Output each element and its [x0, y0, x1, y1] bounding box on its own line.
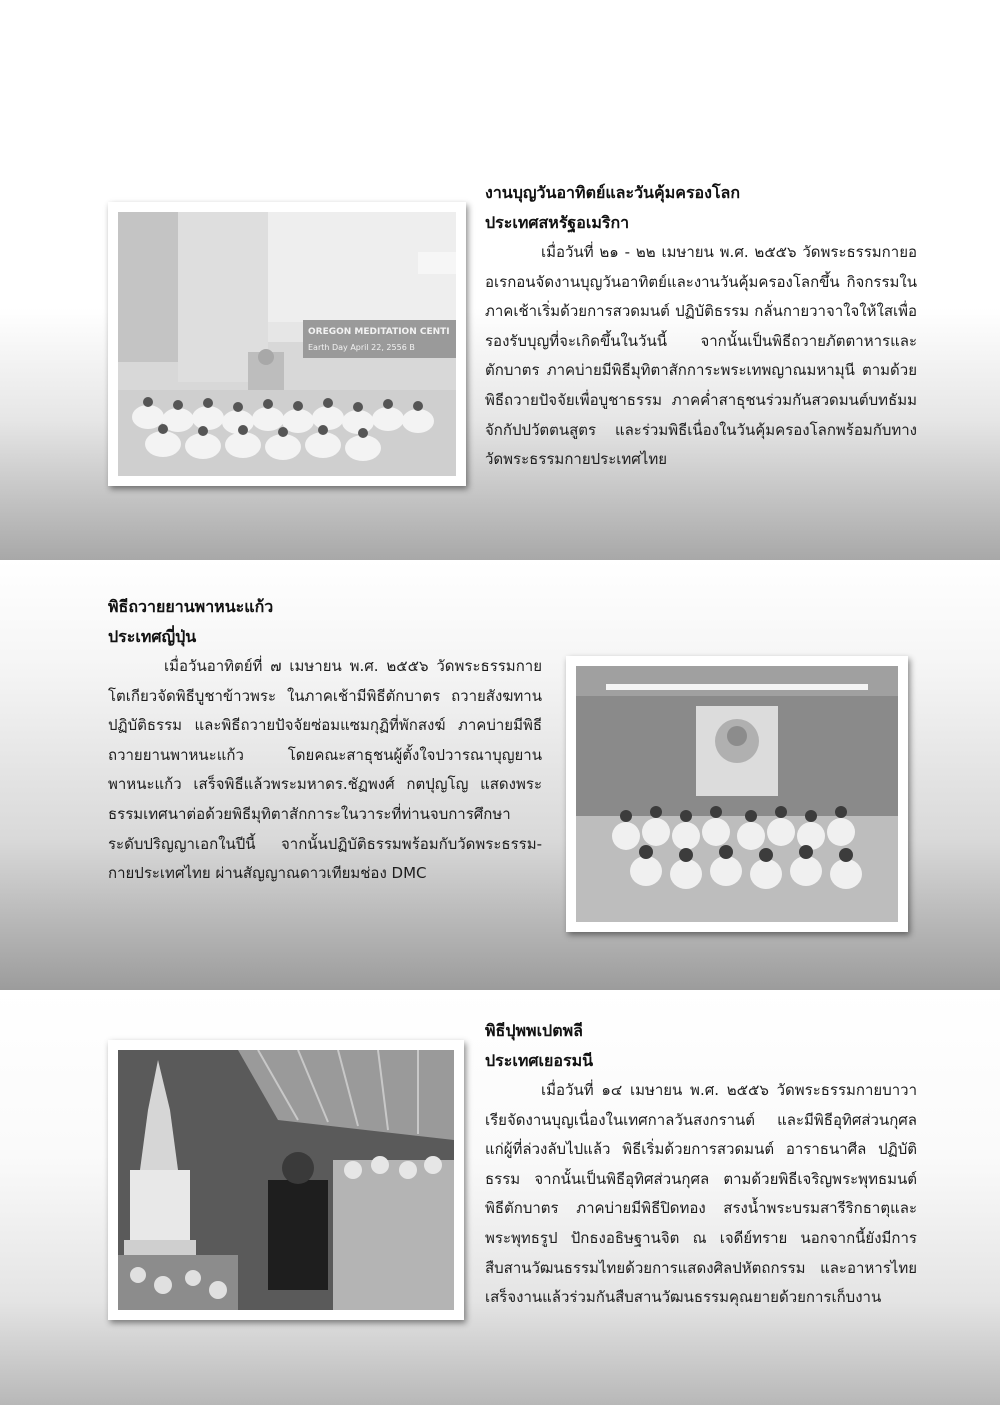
- banner-line-2: Earth Day April 22, 2556 B: [308, 343, 415, 352]
- photo-bavaria-ceremony: [108, 1040, 464, 1320]
- article-germany: [485, 1016, 917, 1313]
- article-japan: [108, 592, 542, 889]
- photo-tokyo-ceremony: [566, 656, 908, 932]
- photo-oregon-earth-day: [108, 202, 466, 486]
- article-title: พิธีถวายยานพาหนะแก้ว: [108, 597, 274, 616]
- article-body: เมื่อวันที่ ๒๑ - ๒๒ เมษายน พ.ศ. ๒๕๕๖ วัดพระธรรมกายออเรกอนจัดงานบุญวันอาทิตย์และงานวันคุ้มครองโลกขึ้น กิจกรรมในภาคเช้าเริ่มด้วยการสวดมนต์ ปฏิบัติธรรม กลั่นกายวาจาใจให้ใสเพื่อรองรับบุญที่จะเกิดขึ้นในวันนี้ จากนั้นเป็นพิธีถวายภัตตาหารและตักบาตร ภาคบ่ายมีพิธีมุทิตาสักการะพระเทพญาณมหามุนี ตามด้วยพิธีถวายปัจจัยเพื่อบูชาธรรม ภาคค่ำสาธุชนร่วมกันสวดมนต์บทธัมมจักกัปปวัตตนสูตร และร่วมพิธีเนื่องในวันคุ้มครองโลกพร้อมกับทางวัดพระธรรมกายประเทศไทย: [485, 243, 917, 469]
- article-usa: [485, 178, 917, 475]
- article-country: ประเทศญี่ปุ่น: [108, 627, 197, 646]
- article-title: งานบุญวันอาทิตย์และวันคุ้มครองโลก: [485, 183, 741, 202]
- banner-line-1: OREGON MEDITATION CENTI: [308, 327, 450, 337]
- article-country: ประเทศเยอรมนี: [485, 1051, 594, 1070]
- article-body: เมื่อวันที่ ๑๔ เมษายน พ.ศ. ๒๕๕๖ วัดพระธรรมกายบาวาเรียจัดงานบุญเนื่องในเทศกาลวันสงกรานต์ และมีพิธีอุทิศส่วนกุศลแก่ผู้ที่ล่วงลับไปแล้ว พิธีเริ่มด้วยการสวดมนต์ อาราธนาศีล ปฏิบัติธรรม จากนั้นเป็นพิธีอุทิศส่วนกุศล ตามด้วยพิธีเจริญพระพุทธมนต์ พิธีตักบาตร ภาคบ่ายมีพิธีปิดทอง สรงน้ำพระบรมสารีริกธาตุและพระพุทธรูป ปักธงอธิษฐานจิต ณ เจดีย์ทราย นอกจากนี้ยังมีการสืบสานวัฒนธรรมไทยด้วยการแสดงศิลปหัตถกรรม และอาหารไทย เสร็จงานแล้วร่วมกันสืบสานวัฒนธรรมคุณยายด้วยการเก็บงาน: [485, 1081, 917, 1307]
- article-title: พิธีปุพพเปตพลี: [485, 1021, 583, 1040]
- article-body: เมื่อวันอาทิตย์ที่ ๗ เมษายน พ.ศ. ๒๕๕๖ วัดพระธรรมกายโตเกียวจัดพิธีบูชาข้าวพระ ในภาคเช้ามีพิธีตักบาตร ถวายสังฆทาน ปฏิบัติธรรม และพิธีถวายปัจจัยซ่อมแซมกุฏิที่พักสงฆ์ ภาคบ่ายมีพิธีถวายยานพาหนะแก้ว โดยคณะสาธุชนผู้ตั้งใจปวารณาบุญยานพาหนะแก้ว เสร็จพิธีแล้วพระมหาดร.ชัฏพงศ์ กตปุญโญ แสดงพระธรรมเทศนาต่อด้วยพิธีมุทิตาสักการะในวาระที่ท่านจบการศึกษาระดับปริญญาเอกในปีนี้ จากนั้นปฏิบัติธรรมพร้อมกับวัดพระธรรม-กายประเทศไทย ผ่านสัญญาณดาวเทียมช่อง DMC: [108, 657, 542, 883]
- article-country: ประเทศสหรัฐอเมริกา: [485, 213, 630, 232]
